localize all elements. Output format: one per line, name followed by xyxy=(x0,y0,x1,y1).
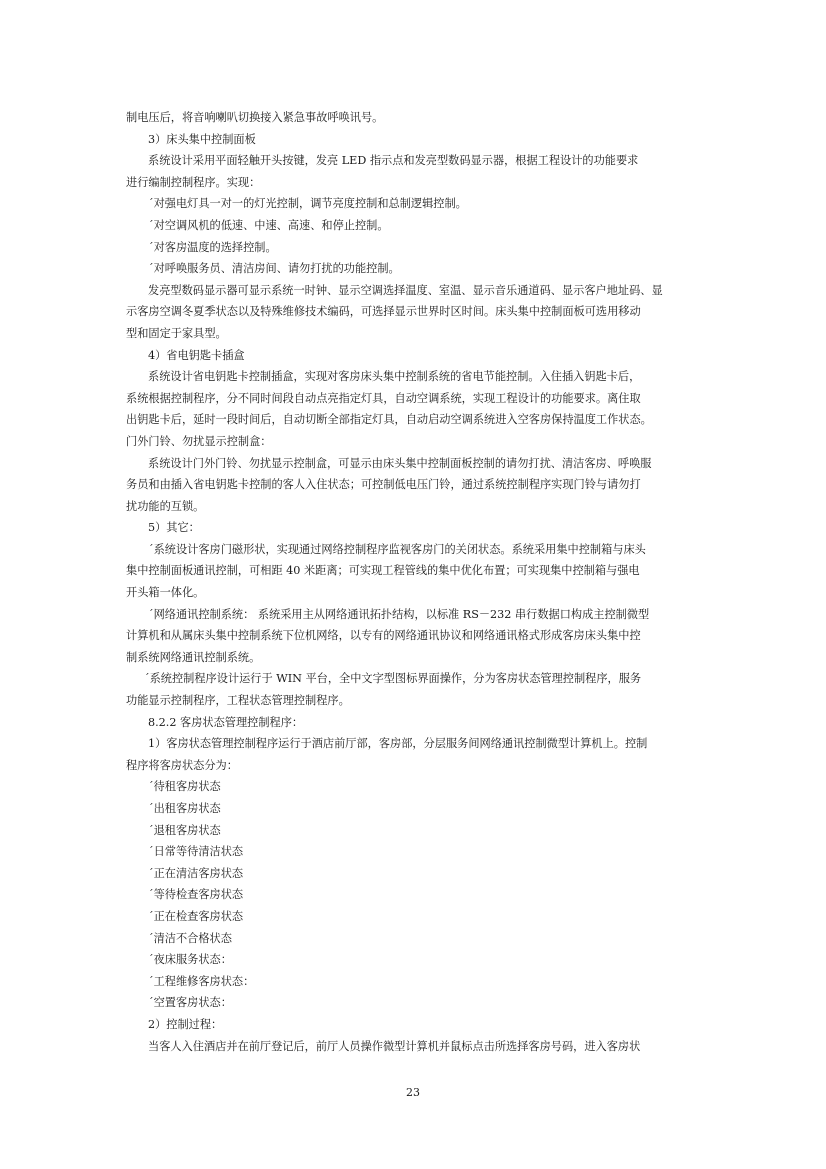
page-number: 23 xyxy=(406,1086,420,1099)
text-line: 2）控制过程： xyxy=(148,1017,223,1031)
text-line: ˊ正在检查客房状态 xyxy=(148,909,244,923)
text-line: 1）客房状态管理控制程序运行于酒店前厅部，客房部，分层服务间网络通讯控制微型计算机上。控制 xyxy=(148,737,648,751)
text-line: 型和固定于家具型。 xyxy=(126,326,227,340)
text-line: ˊ清洁不合格状态 xyxy=(148,931,232,945)
text-line: ˊ工程维修客房状态： xyxy=(148,974,255,988)
text-line: 系统设计采用平面轻触开头按键，发亮 LED 指示点和发亮型数码显示器，根据工程设计的功能要求 xyxy=(148,154,639,168)
text-line: 集中控制面板通讯控制，可相距 40 米距离；可实现工程管线的集中优化布置；可实现集中控制箱与强电 xyxy=(126,564,640,578)
text-line: ˊ待租客房状态 xyxy=(148,780,221,794)
text-line: 系统设计省电钥匙卡控制插盒，实现对客房床头集中控制系统的省电节能控制。入住插入钥匙卡后， xyxy=(148,370,641,384)
text-line: ˊ退租客房状态 xyxy=(148,823,221,837)
text-line: 示客房空调冬夏季状态以及特殊维修技术编码，可选择显示世界时区时间。床头集中控制面板可选用移动 xyxy=(126,305,641,319)
text-line: 扰功能的互锁。 xyxy=(126,499,205,513)
text-line: 功能显示控制程序，工程状态管理控制程序。 xyxy=(126,694,350,708)
text-line: 系统设计门外门铃、勿扰显示控制盒，可显示由床头集中控制面板控制的请勿打扰、清洁客房、呼唤服 xyxy=(148,456,652,470)
text-line: 4）省电钥匙卡插盒 xyxy=(148,348,245,362)
text-line: ˊ系统控制程序设计运行于 WIN 平台，全中文字型图标界面操作，分为客房状态管理控制程序，服务 xyxy=(144,672,642,686)
text-line: 出钥匙卡后，延时一段时间后，自动切断全部指定灯具，自动启动空调系统进入空客房保持温度工作状态。 xyxy=(126,413,652,427)
text-line: ˊ等待检查客房状态 xyxy=(148,888,244,902)
text-line: ˊ空置客房状态： xyxy=(148,996,232,1010)
text-line: 3）床头集中控制面板 xyxy=(148,132,256,146)
text-line: ˊ系统设计客房门磁形状，实现通过网络控制程序监视客房门的关闭状态。系统采用集中控制箱与床头 xyxy=(148,542,646,556)
text-line: 开头箱一体化。 xyxy=(126,586,205,600)
text-line: 制系统网络通讯控制系统。 xyxy=(126,650,261,664)
text-line: ˊ夜床服务状态： xyxy=(148,953,232,967)
text-line: ˊ对空调风机的低速、中速、高速、和停止控制。 xyxy=(148,218,389,232)
text-line: ˊ网络通讯控制系统： 系统采用主从网络通讯拓扑结构，以标准 RS－232 串行数据口构成主控制微型 xyxy=(148,607,650,621)
text-line: 计算机和从属床头集中控制系统下位机网络，以专有的网络通讯协议和网络通讯格式形成客房床头集中控 xyxy=(126,629,641,643)
text-line: 务员和由插入省电钥匙卡控制的客人入住状态；可控制低电压门铃，通过系统控制程序实现门铃与请勿打 xyxy=(126,478,641,492)
text-line: 制电压后，将音响喇叭切换接入紧急事故呼唤讯号。 xyxy=(126,111,384,124)
text-line: 5）其它： xyxy=(148,521,200,535)
text-line: 程序将客房状态分为： xyxy=(126,758,238,772)
text-line: ˊ正在清洁客房状态 xyxy=(148,866,244,880)
body-text xyxy=(126,107,706,1057)
text-line: 系统根据控制程序，分不同时间段自动点亮指定灯具，自动空调系统，实现工程设计的功能要求。离住取 xyxy=(126,391,641,405)
text-line: ˊ对呼唤服务员、清洁房间、请勿打扰的功能控制。 xyxy=(148,262,400,276)
text-line: 8.2.2 客房状态管理控制程序： xyxy=(148,715,304,729)
text-line: ˊ对强电灯具一对一的灯光控制，调节亮度控制和总制逻辑控制。 xyxy=(148,197,467,211)
text-line: ˊ对客房温度的选择控制。 xyxy=(148,240,277,254)
text-line: ˊ日常等待清洁状态 xyxy=(148,845,244,859)
text-line: 发亮型数码显示器可显示系统一时钟、显示空调选择温度、室温、显示音乐通道码、显示客户地址码、显 xyxy=(148,283,663,297)
text-line: 当客人入住酒店并在前厅登记后，前厅人员操作微型计算机并鼠标点击所选择客房号码，进入客房状 xyxy=(148,1039,641,1053)
text-line: ˊ出租客房状态 xyxy=(148,802,221,815)
text-line: 门外门铃、勿扰显示控制盒： xyxy=(126,434,272,448)
text-line: 进行编制控制程序。实现： xyxy=(126,175,261,189)
